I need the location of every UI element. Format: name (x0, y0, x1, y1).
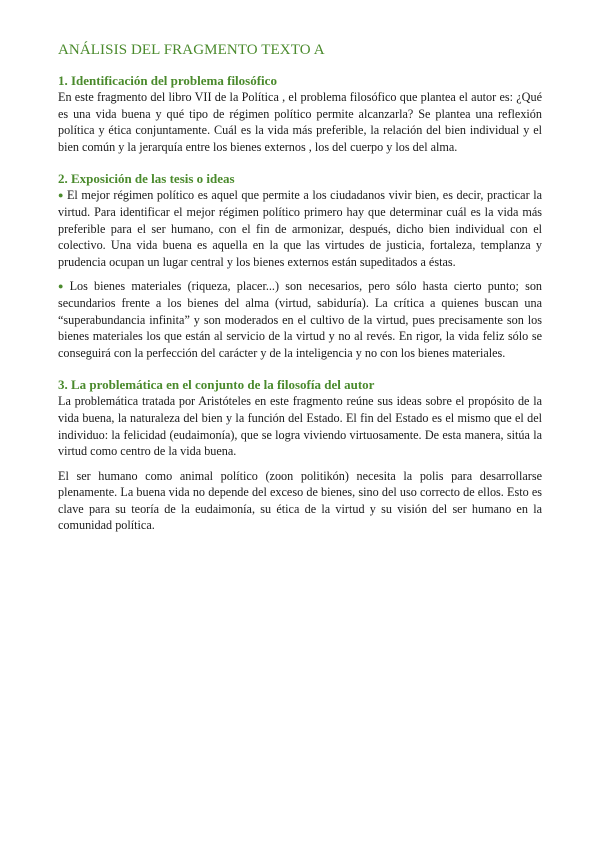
bullet-text: El mejor régimen político es aquel que permite a los ciudadanos vivir bien, es decir, practicar la virtud. Para identificar el mejor régimen político primero hay que determinar cuál es la vida más preferible para el ser humano, con el fin de armonizar, después, dicho bien individual con el colectivo. Una vida buena es aquella en la que las virtudes de justicia, fortaleza, templanza y prudencia ocupan un lugar central y los bienes externos están supeditados a éstas. (58, 188, 542, 269)
bullet-icon: ● (58, 281, 67, 292)
paragraph: La problemática tratada por Aristóteles en este fragmento reúne sus ideas sobre el propósito de la vida buena, la naturaleza del bien y la función del Estado. El fin del Estado es el mismo que el del individuo: la felicidad (eudaimonía), que se logra viviendo virtuosamente. De esta manera, sitúa la virtud como centro de la vida buena. (58, 394, 542, 459)
bullet-icon: ● (58, 190, 64, 201)
section-heading: 3. La problemática en el conjunto de la filosofía del autor (58, 377, 375, 393)
bullet-paragraph (58, 187, 542, 270)
paragraph: El ser humano como animal político (zoon politikón) necesita la polis para desarrollarse plenamente. La buena vida no depende del exceso de bienes, sino del uso correcto de ellos. Esto es clave para su teoría de la eudaimonía, su ética de la virtud y su visión del ser humano en la comunidad política. (58, 468, 542, 533)
paragraph: En este fragmento del libro VII de la Política , el problema filosófico que plantea el autor es: ¿Qué es una vida buena y qué tipo de régimen político permite alcanzarla? Se plantea una reflexión política y ética conjuntamente. Cuál es la vida más preferible, la relación del bien individual y el bien común y la jerarquía entre los bienes externos , los del cuerpo y los del alma. (58, 90, 542, 154)
section-problem (58, 73, 542, 155)
section-problematic (58, 377, 542, 534)
section-heading: 1. Identificación del problema filosófico (58, 73, 277, 88)
document-title: ANÁLISIS DEL FRAGMENTO TEXTO A (58, 42, 325, 58)
bullet-text: Los bienes materiales (riqueza, placer...) son necesarios, pero sólo hasta cierto punto; son secundarios frente a los bienes del alma (virtud, sabiduría). La crítica a quienes buscan una “superabundancia infinita” y son moderados en el cultivo de la virtud, pues precisamente son los bienes materiales los que están al servicio de la virtud y no al revés. En rigor, la vida feliz sólo se conseguirá con la perfección del carácter y de la inteligencia y no con los bienes materiales. (58, 279, 543, 360)
bullet-paragraph (58, 278, 542, 361)
section-heading: 2. Exposición de las tesis o ideas (58, 171, 235, 187)
section-theses (58, 171, 542, 361)
